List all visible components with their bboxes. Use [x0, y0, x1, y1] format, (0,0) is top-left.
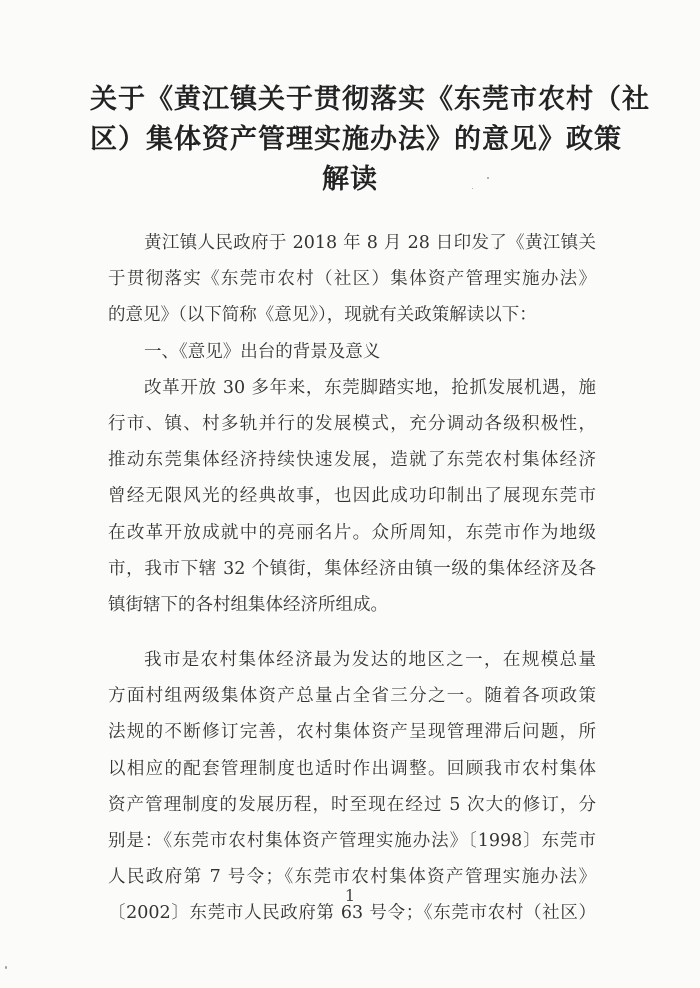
text-line: 的意见》（以下简称《意见》），现就有关政策解读以下： [108, 305, 537, 326]
paragraph-gap [108, 623, 596, 642]
text-line: 改革开放 30 多年来，东莞脚踏实地，抢抓发展机遇，施 [144, 377, 596, 398]
title-line: 区）集体资产管理实施办法》的意见》政策 [90, 124, 622, 155]
document-title [90, 80, 650, 200]
title-line: 关于《黄江镇关于贯彻落实《东莞市农村（社 [90, 84, 650, 115]
section-heading-text: 一、《意见》出台的背景及意义 [144, 341, 381, 362]
text-line: 镇街辖下的各村组集体经济所组成。 [108, 594, 388, 615]
text-line: 市，我市下辖 32 个镇街，集体经济由镇一级的集体经济及各 [108, 558, 596, 579]
page-number: 1 [344, 886, 356, 905]
text-line: 推动东莞集体经济持续快速发展，造就了东莞农村集体经济 [108, 450, 596, 471]
text-line: 曾经无限风光的经典故事，也因此成功印制出了展现东莞市 [108, 486, 596, 507]
text-line: 以相应的配套管理制度也适时作出调整。回顾我市农村集体 [108, 758, 596, 779]
paragraph-background [108, 370, 596, 623]
document-body [108, 225, 596, 932]
scan-speck [487, 177, 489, 179]
text-line: 资产管理制度的发展历程，时至现在经过 5 次大的修订，分 [108, 794, 596, 815]
text-line: 法规的不断修订完善，农村集体资产呈现管理滞后问题，所 [108, 722, 596, 743]
scan-speck [472, 188, 473, 189]
text-line: 我市是农村集体经济最为发达的地区之一，在规模总量 [144, 650, 596, 671]
scan-speck [5, 966, 7, 969]
text-line: 〔2002〕东莞市人民政府第 63 号令；《东莞市农村（社区） [108, 903, 596, 924]
paragraph-intro [108, 225, 596, 334]
text-line: 行市、镇、村多轨并行的发展模式，充分调动各级积极性， [108, 413, 596, 434]
text-line: 方面村组两级集体资产总量占全省三分之一。随着各项政策 [108, 686, 596, 707]
title-line: 解读 [322, 164, 378, 195]
text-line: 黄江镇人民政府于 2018 年 8 月 28 日印发了《黄江镇关 [144, 233, 596, 253]
text-line: 于贯彻落实《东莞市农村（社区）集体资产管理实施办法》 [108, 269, 596, 290]
text-line: 别是：《东莞市农村集体资产管理实施办法》〔1998〕东莞市 [108, 831, 596, 851]
text-line: 人民政府第 7 号令；《东莞市农村集体资产管理实施办法》 [108, 867, 596, 888]
section-heading [108, 334, 596, 370]
text-line: 在改革开放成就中的亮丽名片。众所周知，东莞市作为地级 [108, 522, 596, 543]
